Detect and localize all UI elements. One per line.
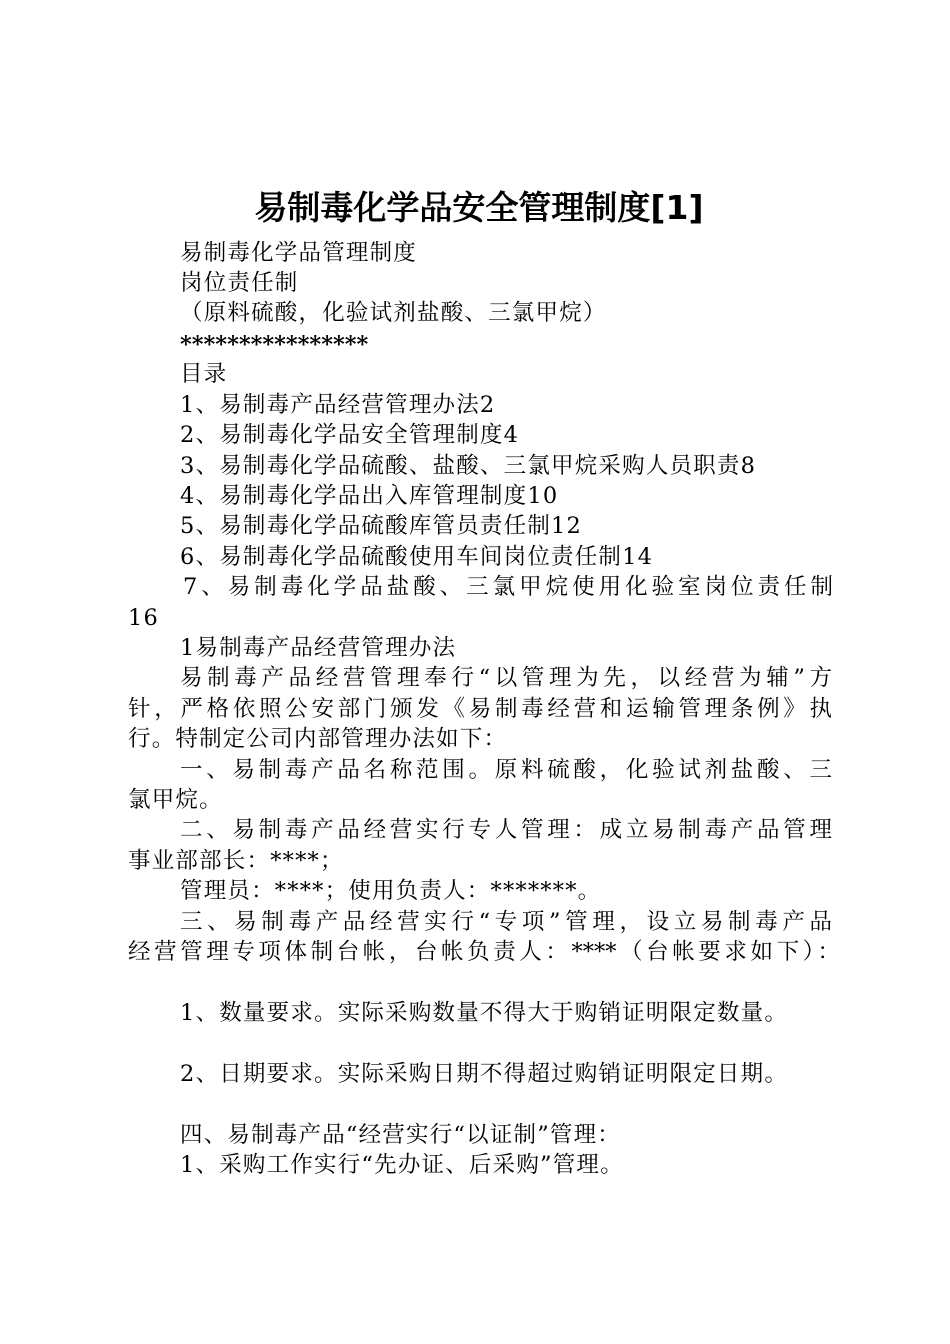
body-line: 氯甲烷。	[128, 787, 223, 813]
requirement-item: 1、数量要求。实际采购数量不得大于购销证明限定数量。	[180, 1000, 789, 1026]
document-title: 易制毒化学品安全管理制度[1]	[254, 188, 704, 227]
subtitle-line: 易制毒化学品管理制度	[180, 240, 418, 266]
toc-item: 5、易制毒化学品硫酸库管员责任制12	[180, 513, 583, 539]
toc-item-continuation: 16	[128, 605, 160, 631]
subtitle-line: （原料硫酸，化验试剂盐酸、三氯甲烷）	[180, 300, 607, 326]
toc-item: 1、易制毒产品经营管理办法2	[180, 392, 496, 418]
body-line: 事业部部长：****；	[128, 848, 344, 874]
body-line: 一、易制毒产品名称范围。原料硫酸，化验试剂盐酸、三	[180, 757, 832, 783]
subtitle-line: 岗位责任制	[180, 270, 299, 296]
requirement-item: 2、日期要求。实际采购日期不得超过购销证明限定日期。	[180, 1061, 789, 1087]
toc-heading: 目录	[180, 361, 228, 387]
body-line: 管理员：****；使用负责人：*******。	[180, 878, 602, 904]
toc-item: 2、易制毒化学品安全管理制度4	[180, 422, 520, 448]
body-line: 四、易制毒产品“经营实行“以证制”管理：	[180, 1122, 622, 1148]
body-line: 三、易制毒产品经营实行“专项”管理，设立易制毒产品	[180, 909, 832, 935]
body-line: 二、易制毒产品经营实行专人管理：成立易制毒产品管理	[180, 817, 832, 843]
body-line: 易制毒产品经营管理奉行“以管理为先，以经营为辅”方	[180, 665, 832, 691]
separator-stars: ****************	[180, 332, 369, 358]
toc-item: 4、易制毒化学品出入库管理制度10	[180, 483, 559, 509]
body-line: 针，严格依照公安部门颁发《易制毒经营和运输管理条例》执	[128, 696, 832, 722]
section-heading: 1易制毒产品经营管理办法	[180, 635, 457, 661]
toc-item: 6、易制毒化学品硫酸使用车间岗位责任制14	[180, 544, 654, 570]
body-line: 行。特制定公司内部管理办法如下：	[128, 726, 508, 752]
body-line: 1、采购工作实行“先办证、后采购”管理。	[180, 1152, 624, 1178]
body-line: 经营管理专项体制台帐，台帐负责人：****（台帐要求如下）：	[128, 939, 840, 965]
toc-item: 7、易制毒化学品盐酸、三氯甲烷使用化验室岗位责任制	[183, 574, 833, 600]
toc-item: 3、易制毒化学品硫酸、盐酸、三氯甲烷采购人员职责8	[180, 453, 757, 479]
